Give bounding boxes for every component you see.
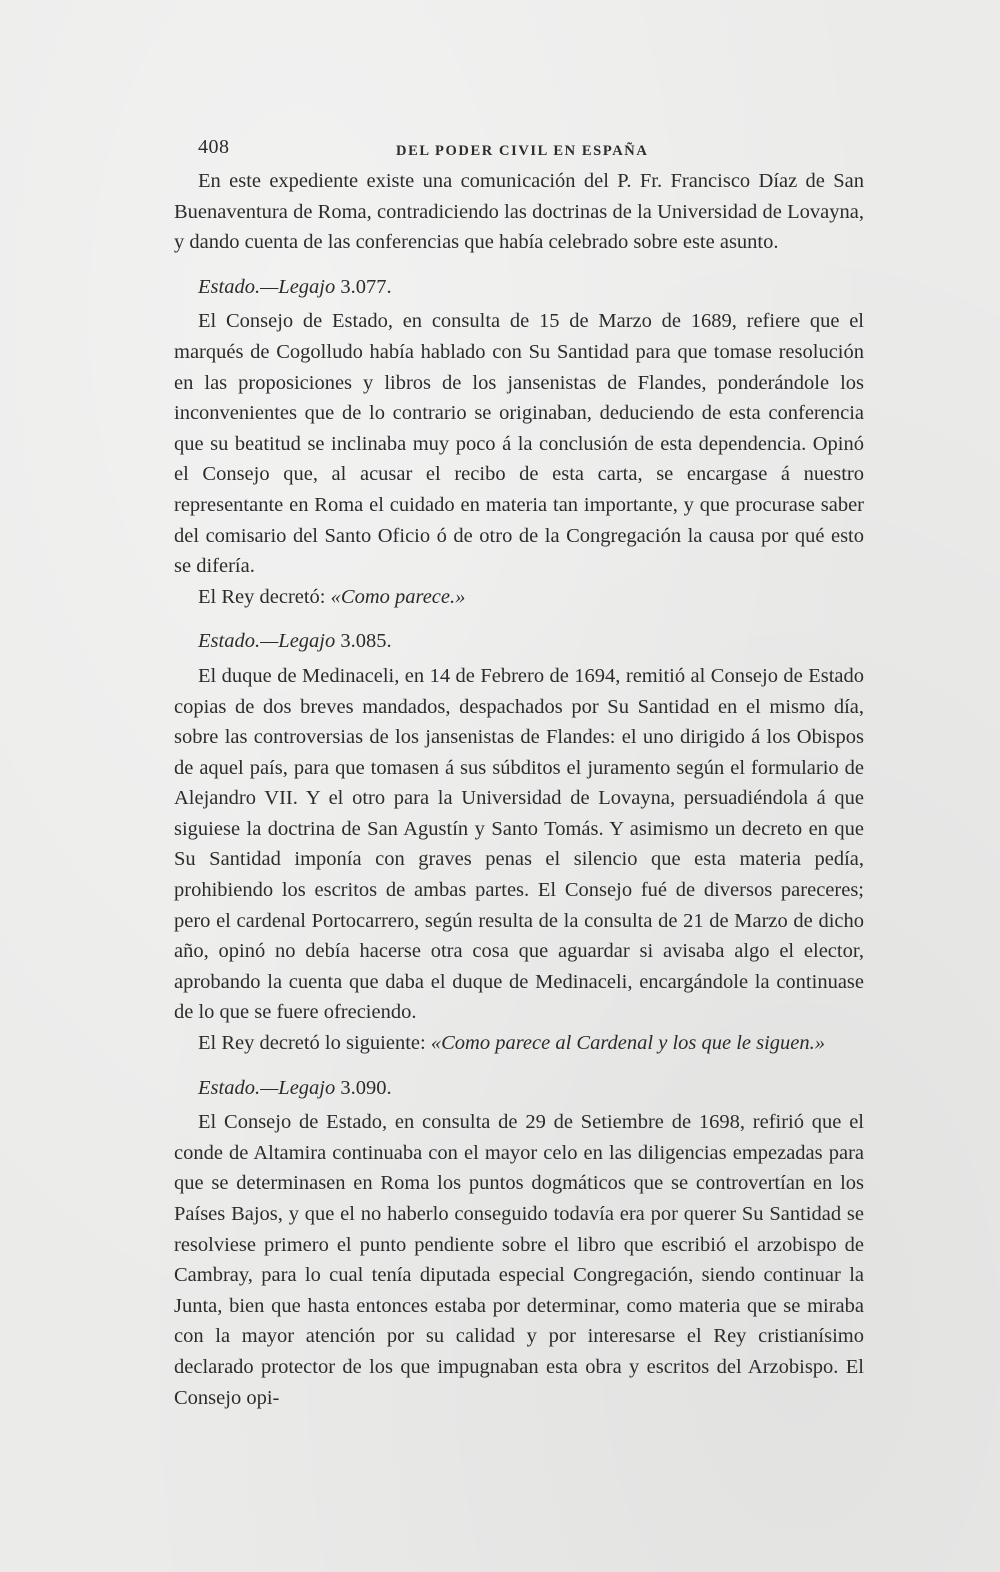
paragraph-1: En este expediente existe una comunicación del P. Fr. Francisco Díaz de San Buenaventura de Roma, contradiciendo las doctrinas de la Universidad de Lovayna, y dando cuenta de las conferencias que había celebrado sobre este asunto. (174, 170, 864, 254)
source-number: 3.085. (340, 630, 392, 653)
paragraph-6: El Consejo de Estado, en consulta de 29 de Setiembre de 1698, refirió que el conde de Altamira continuaba con el mayor celo en las diligencias empezadas para que se determinasen en Roma los puntos dogmáticos que se controvertían en los Países Bajos, y que el no haberlo conseguido todavía era por querer Su Santidad se resolviese primero el punto pendiente sobre el libro que escribió el arzobispo de Cambray, para lo cual tenía diputada especial Congregación, siendo continuar la Junta, bien que hasta entonces estaba por determinar, como materia que se miraba con la mayor atención por su calidad y por interesarse el Rey cristianísimo declarado protector de los que impugnaban esta obra y escritos del Arzobispo. El Consejo opi- (174, 1111, 864, 1409)
source-citation-3 (174, 1073, 864, 1104)
source-citation-2 (174, 626, 864, 657)
paragraph-2: El Consejo de Estado, en consulta de 15 de Marzo de 1689, refiere que el marqués de Cogolludo había hablado con Su Santidad para que tomase resolución en las proposiciones y libros de los jansenistas de Flandes, ponderándole los inconvenientes que de lo contrario se originaban, deduciendo de esta conferencia que su beatitud se inclinaba muy poco á la conclusión de esta dependencia. Opinó el Consejo que, al acusar el recibo de esta carta, se encargase á nuestro representante en Roma el cuidado en materia tan importante, y que procurase saber del comisario del Santo Oficio ó de otro de la Congregación la causa por qué esto se difería. (174, 310, 864, 578)
source-number: 3.090. (340, 1076, 392, 1099)
decree-lead: El Rey decretó: (198, 585, 326, 608)
decree-lead: El Rey decretó lo siguiente: (198, 1032, 426, 1055)
paragraph-3 (174, 582, 864, 613)
page-number: 408 (198, 136, 230, 158)
source-number: 3.077. (340, 275, 392, 298)
decree-quote: «Como parece.» (330, 585, 466, 608)
paragraph-4: El duque de Medinaceli, en 14 de Febrero de 1694, remitió al Consejo de Estado copias de dos breves mandados, despachados por Su Santidad en el mismo día, sobre las controversias de los jansenistas de Flandes: el uno dirigido á los Obispos de aquel país, para que tomasen á sus súbditos el juramento según el formulario de Alejandro VII. Y el otro para la Universidad de Lovayna, persuadiéndola á que siguiese la doctrina de San Agustín y Santo Tomás. Y asimismo un decreto en que Su Santidad imponía con graves penas el silencio que esta materia pedía, prohibiendo los escritos de ambas partes. El Consejo fué de diversos pareceres; pero el cardenal Portocarrero, según resulta de la consulta de 21 de Marzo de dicho año, opinó no debía hacerse otra cosa que aguardar si avisaba algo el elector, aprobando la cuenta que daba el duque de Medinaceli, encargándole la continuase de lo que se fuere ofreciendo. (174, 664, 864, 1024)
source-label: Estado.—Legajo (198, 1076, 336, 1099)
paragraph-5 (174, 1028, 864, 1059)
source-label: Estado.—Legajo (198, 275, 336, 298)
text-block (174, 130, 864, 1413)
source-citation-1 (174, 272, 864, 303)
decree-quote: «Como parece al Cardenal y los que le siguen.» (430, 1032, 826, 1055)
running-head (174, 130, 864, 162)
source-label: Estado.—Legajo (198, 630, 336, 653)
running-title: DEL PODER CIVIL EN ESPAÑA (396, 143, 649, 159)
